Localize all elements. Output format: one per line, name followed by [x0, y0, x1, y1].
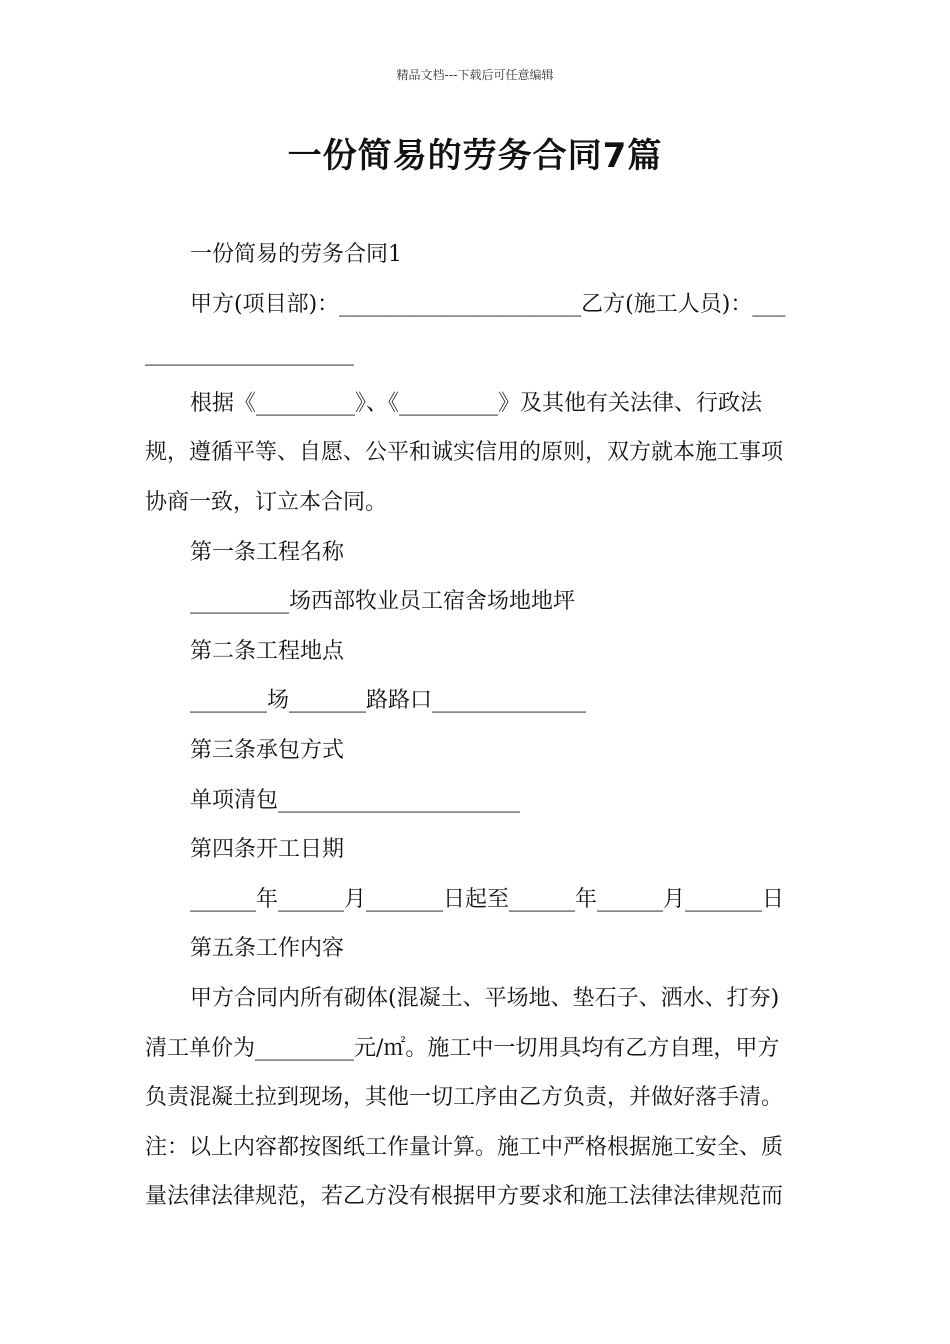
text-line: 第二条工程地点: [190, 638, 345, 664]
text-line: 第三条承包方式: [190, 737, 345, 763]
text-line: 根据《_________》、《_________》及其他有关法律、行政法: [190, 390, 763, 416]
text-line: 第五条工作内容: [190, 936, 345, 962]
page-header: 精品文档---下载后可任意编辑: [396, 68, 554, 82]
text-line: 第四条开工日期: [190, 837, 345, 863]
text-line: 甲方(项目部)：______________________乙方(施工人员)：___: [190, 291, 786, 317]
text-line: 规，遵循平等、自愿、公平和诚实信用的原则，双方就本施工事项: [145, 440, 784, 466]
text-line: ______年______月_______日起至______年______月_______日: [190, 886, 785, 912]
text-line: _________场西部牧业员工宿舍场地地坪: [190, 589, 576, 615]
text-line: 清工单价为_________元/㎡。施工中一切用具均有乙方自理，甲方: [145, 1035, 780, 1061]
text-line: 单项清包______________________: [190, 787, 521, 813]
text-line: 第一条工程名称: [190, 539, 345, 565]
document-body: [145, 230, 807, 1222]
text-line: 甲方合同内所有砌体(混凝土、平场地、垫石子、洒水、打夯): [190, 985, 780, 1011]
text-line: ___________________: [145, 341, 354, 367]
document-title: 一份简易的劳务合同7篇: [287, 136, 663, 176]
text-line: 协商一致，订立本合同。: [145, 489, 388, 515]
text-line: 注：以上内容都按图纸工作量计算。施工中严格根据施工安全、质: [145, 1134, 784, 1160]
text-line: 负责混凝土拉到现场，其他一切工序由乙方负责，并做好落手清。: [145, 1085, 784, 1111]
text-line: 一份简易的劳务合同1: [190, 242, 402, 267]
text-line: _______场_______路路口______________: [190, 688, 587, 714]
text-line: 量法律法律规范，若乙方没有根据甲方要求和施工法律法律规范而: [145, 1184, 784, 1210]
